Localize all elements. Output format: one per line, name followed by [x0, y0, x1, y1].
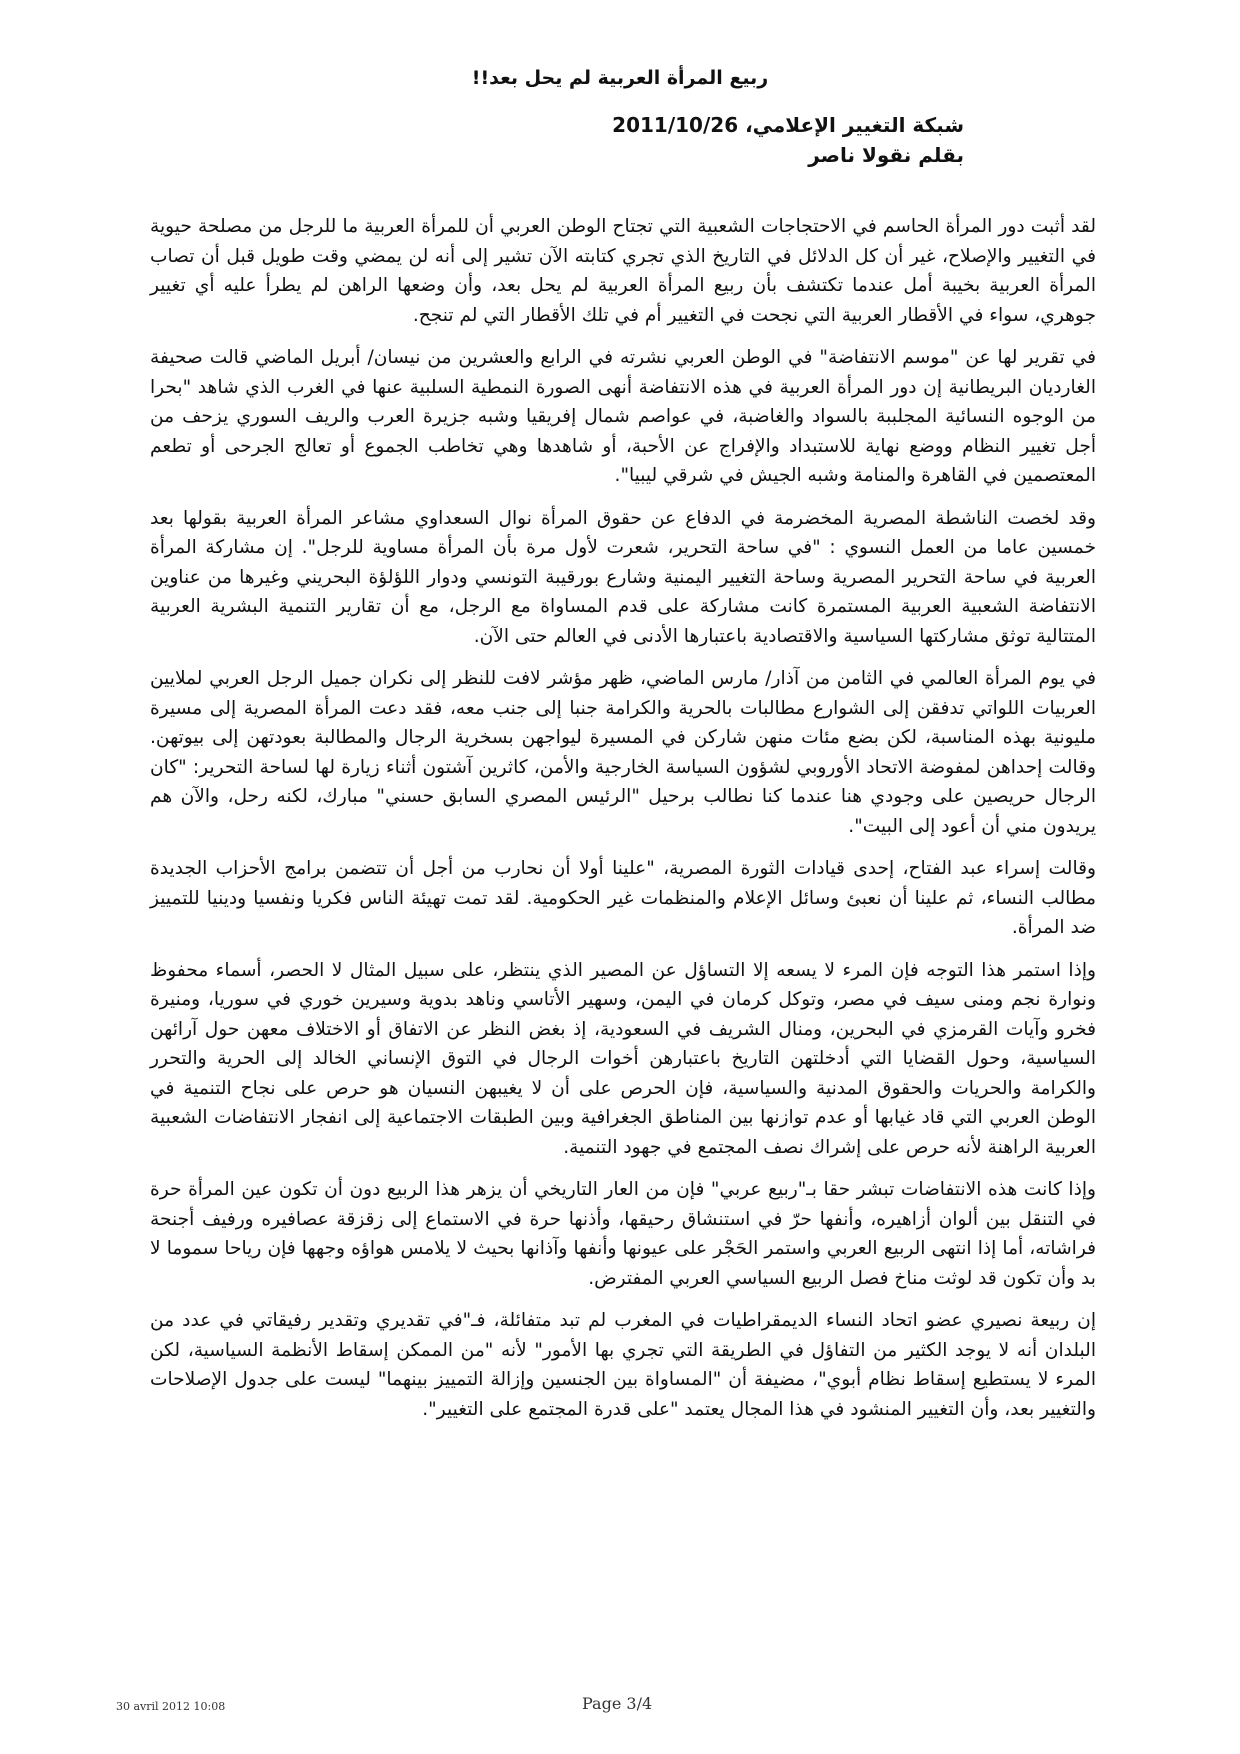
author-line: بقلم نقولا ناصر: [808, 143, 964, 167]
paragraph: إن ربيعة نصيري عضو اتحاد النساء الديمقراطيات في المغرب لم تبد متفائلة، فـ"في تقديري وتقدير رفيقاتي في عدد من البلدان أنه لا يوجد الكثير من التفاؤل في الطريقة التي تجري بها الأمور" لأنه "من الممكن إسقاط الأنظمة السياسية، لكن المرء لا يستطيع إسقاط نظام أبوي"، مضيفة أن "المساواة بين الجنسين وإزالة التمييز بينهما" ليست على جدول الإصلاحات والتغيير بعد، وأن التغيير المنشود في هذا المجال يعتمد "على قدرة المجتمع على التغيير".: [150, 1310, 1096, 1420]
byline: [612, 110, 964, 170]
paragraph: وإذا كانت هذه الانتفاضات تبشر حقا بـ"ربيع عربي" فإن من العار التاريخي أن يزهر هذا الربيع دون أن تكون عين المرأة حرة في التنقل بين ألوان أزاهيره، وأنفها حرّ في استنشاق رحيقها، وأذنها حرة في الاستماع إلى زقزقة عصافيره ورفيف أجنحة فراشاته، أما إذا انتهى الربيع العربي واستمر الحَجْر على عيونها وأنفها وآذانها بحيث لا يلامس هواؤه وجهها فإن رياحا سموما لا بد وأن تكون قد لوثت مناخ فصل الربيع السياسي العربي المفترض.: [150, 1179, 1096, 1289]
paragraph: لقد أثبت دور المرأة الحاسم في الاحتجاجات الشعبية التي تجتاح الوطن العربي أن للمرأة العربية ما للرجل من مصلحة حيوية في التغيير والإصلاح، غير أن كل الدلائل في التاريخ الذي تجري كتابته الآن تشير إلى أنه لن يمضي وقت طويل قبل أن تصاب المرأة العربية بخيبة أمل عندما تكتشف بأن ربيع المرأة العربية لم يحل بعد، وأن وضعها الراهن لم يطرأ عليه أي تغيير جوهري، سواء في الأقطار العربية التي نجحت في التغيير أم في تلك الأقطار التي لم تنجح.: [150, 216, 1096, 326]
paragraph: وإذا استمر هذا التوجه فإن المرء لا يسعه إلا التساؤل عن المصير الذي ينتظر، على سبيل المثال لا الحصر، أسماء محفوظ ونوارة نجم ومنى سيف في مصر، وتوكل كرمان في اليمن، وسهير الأتاسي وناهد بدوية وسيرين خوري في سوريا، ومنيرة فخرو وآيات القرمزي في البحرين، ومنال الشريف في السعودية، إذ بغض النظر عن الاتفاق أو الاختلاف معهن حول آرائهن السياسية، وحول القضايا التي أدخلتهن التاريخ باعتبارهن أخوات الرجال في التوق الإنساني الخالد إلى الحرية والتحرر والكرامة والحريات والحقوق المدنية والسياسية، فإن الحرص على أن لا يغيبهن النسيان هو حرص على نجاح التنمية في الوطن العربي التي قاد غيابها أو عدم توازنها بين المناطق الجغرافية وبين الطبقات الاجتماعية إلى انفجار الانتفاضات الشعبية العربية الراهنة لأنه حرص على إشراك نصف المجتمع في جهود التنمية.: [150, 959, 1096, 1158]
article-title: ربيع المرأة العربية لم يحل بعد!!: [471, 67, 769, 89]
article-body: [150, 212, 1096, 1437]
paragraph: في تقرير لها عن "موسم الانتفاضة" في الوطن العربي نشرته في الرابع والعشرين من نيسان/ أبريل الماضي قالت صحيفة الغارديان البريطانية إن دور المرأة العربية في هذه الانتفاضة أنهى الصورة النمطية السلبية عنها في الغرب الذي شاهد "بحرا من الوجوه النسائية المجلببة بالسواد والغاضبة، في عواصم شمال إفريقيا وشبه جزيرة العرب والريف السوري يزحف من أجل تغيير النظام ووضع نهاية للاستبداد والإفراج عن الأحبة، أو شاهدها وهي تخاطب الجموع أو تعالج الجرحى أو تطعم المعتصمين في القاهرة والمنامة وشبه الجيش في شرقي ليبيا".: [150, 347, 1096, 486]
paragraph: وقد لخصت الناشطة المصرية المخضرمة في الدفاع عن حقوق المرأة نوال السعداوي مشاعر المرأة العربية بقولها بعد خمسين عاما من العمل النسوي : "في ساحة التحرير، شعرت لأول مرة بأن المرأة مساوية للرجل". إن مشاركة المرأة العربية في ساحة التحرير المصرية وساحة التغيير اليمنية وشارع بورقيبة التونسي ودوار اللؤلؤة البحريني وغيرها من عناوين الانتفاضة الشعبية العربية المستمرة كانت مشاركة على قدم المساواة مع الرجل، مع أن تقارير التنمية البشرية العربية المتتالية توثق مشاركتها السياسية والاقتصادية باعتبارها الأدنى في العالم حتى الآن.: [150, 507, 1096, 647]
paragraph: في يوم المرأة العالمي في الثامن من آذار/ مارس الماضي، ظهر مؤشر لافت للنظر إلى نكران جميل الرجل العربي لملايين العربيات اللواتي تدفقن إلى الشوارع مطالبات بالحرية والكرامة جنبا إلى جنب معه، فقد دعت المرأة المصرية إلى مسيرة مليونية بهذه المناسبة، لكن بضع مئات منهن شاركن في المسيرة ليواجهن بسخرية الرجال والمطالبة بعودتهن إلى بيوتهن. وقالت إحداهن لمفوضة الاتحاد الأوروبي لشؤون السياسة الخارجية والأمن، كاثرين آشتون أثناء زيارة لها لساحة التحرير: "كان الرجال حريصين على وجودي هنا عندما كنا نطالب برحيل "الرئيس المصري السابق حسني" مبارك، لكنه رحل، والآن هم يريدون مني أن أعود إلى البيت".: [150, 668, 1096, 837]
page-number: Page 3/4: [582, 1694, 653, 1713]
print-date: 30 avril 2012 10:08: [116, 1700, 226, 1713]
source-line: شبكة التغيير الإعلامي، 2011/10/26: [612, 113, 964, 137]
paragraph: وقالت إسراء عبد الفتاح، إحدى قيادات الثورة المصرية، "علينا أولا أن نحارب من أجل أن تتضمن برامج الأحزاب الجديدة مطالب النساء، ثم علينا أن نعبئ وسائل الإعلام والمنظمات غير الحكومية. لقد تمت تهيئة الناس فكريا ونفسيا ودينيا للتمييز ضد المرأة.: [150, 858, 1096, 938]
